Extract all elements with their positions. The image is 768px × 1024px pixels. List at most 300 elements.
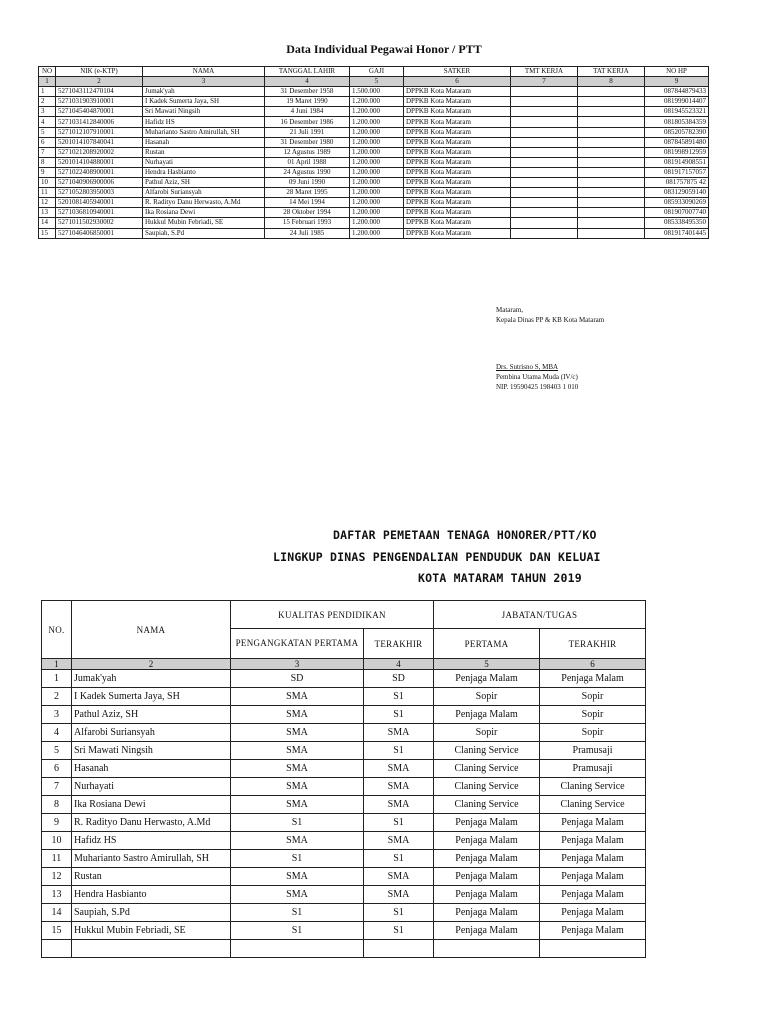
empty-cell (364, 940, 434, 958)
cell-jabatan-terakhir: Sopir (540, 688, 646, 706)
cell-gaji: 1.200.000 (350, 188, 404, 198)
cell-tanggal-lahir: 31 Desember 1980 (265, 137, 350, 147)
cell-pendidikan-terakhir: SMA (364, 796, 434, 814)
cell-nama: Hafidz HS (72, 832, 231, 850)
header-no-hp: NO HP (645, 67, 709, 77)
cell-gaji: 1.200.000 (350, 157, 404, 167)
cell-tat-kerja (578, 147, 645, 157)
cell-no: 10 (42, 832, 72, 850)
cell-nik: 5271040906900006 (56, 178, 143, 188)
header-tanggal-lahir: TANGGAL LAHIR (265, 67, 350, 77)
cell-tmt-kerja (511, 188, 578, 198)
table-row (39, 218, 709, 228)
cell-tat-kerja (578, 218, 645, 228)
table-row (42, 814, 646, 832)
cell-tmt-kerja (511, 147, 578, 157)
cell-nama: Pathul Aziz, SH (72, 706, 231, 724)
cell-nik: 5271052803950003 (56, 188, 143, 198)
cell-no: 14 (39, 218, 56, 228)
table-row (42, 850, 646, 868)
cell-jabatan-pertama: Penjaga Malam (434, 832, 540, 850)
cell-pendidikan-terakhir: S1 (364, 814, 434, 832)
header-pengangkatan-pertama: PENGANGKATAN PERTAMA (231, 629, 364, 659)
empty-cell (540, 940, 646, 958)
cell-nama: Hendra Hasbianto (143, 167, 265, 177)
cell-jabatan-terakhir: Penjaga Malam (540, 814, 646, 832)
cell-tmt-kerja (511, 228, 578, 238)
column-number: 5 (434, 659, 540, 670)
cell-jabatan-pertama: Penjaga Malam (434, 868, 540, 886)
cell-no: 11 (39, 188, 56, 198)
cell-jabatan-terakhir: Claning Service (540, 796, 646, 814)
cell-no-hp: 081907007740 (645, 208, 709, 218)
cell-nama: Muharianto Sastro Amirullah, SH (72, 850, 231, 868)
cell-nama: Alfarobi Suriansyah (72, 724, 231, 742)
table-row (39, 97, 709, 107)
cell-nik: 5271046406850001 (56, 228, 143, 238)
column-number-row (42, 659, 646, 670)
cell-no-hp: 081805384359 (645, 117, 709, 127)
cell-tanggal-lahir: 4 Juni 1984 (265, 107, 350, 117)
table-row (39, 228, 709, 238)
mapping-title-line3: KOTA MATARAM TAHUN 2019 (418, 571, 582, 585)
table-row (42, 796, 646, 814)
cell-tmt-kerja (511, 157, 578, 167)
cell-pendidikan-terakhir: S1 (364, 904, 434, 922)
employee-data-table (38, 66, 709, 239)
cell-jabatan-terakhir: Penjaga Malam (540, 886, 646, 904)
cell-tat-kerja (578, 87, 645, 97)
header-kualitas-pendidikan: KUALITAS PENDIDIKAN (231, 601, 434, 629)
cell-nik: 5271036810940001 (56, 208, 143, 218)
cell-gaji: 1.200.000 (350, 167, 404, 177)
cell-nama: Jumak'yah (143, 87, 265, 97)
header-nama: NAMA (72, 601, 231, 659)
empty-cell (434, 940, 540, 958)
table-row (42, 832, 646, 850)
cell-satker: DPPKB Kota Mataram (404, 147, 511, 157)
cell-pendidikan-terakhir: SMA (364, 724, 434, 742)
table-row (39, 157, 709, 167)
cell-no: 14 (42, 904, 72, 922)
cell-no: 8 (39, 157, 56, 167)
cell-jabatan-terakhir: Penjaga Malam (540, 670, 646, 688)
cell-pendidikan-terakhir: SMA (364, 832, 434, 850)
cell-nama: Saupiah, S.Pd (143, 228, 265, 238)
cell-pendidikan-pertama: S1 (231, 814, 364, 832)
cell-jabatan-pertama: Claning Service (434, 742, 540, 760)
table-row (39, 208, 709, 218)
table-row (39, 167, 709, 177)
cell-nama: R. Radityo Danu Herwasto, A.Md (72, 814, 231, 832)
cell-satker: DPPKB Kota Mataram (404, 198, 511, 208)
cell-no: 3 (39, 107, 56, 117)
column-number: 9 (645, 77, 709, 87)
column-number: 1 (42, 659, 72, 670)
mapping-title-line2: LINGKUP DINAS PENGENDALIAN PENDUDUK DAN KELUAI (273, 550, 601, 564)
cell-no-hp: 081757875 42 (645, 178, 709, 188)
cell-no: 15 (39, 228, 56, 238)
cell-tanggal-lahir: 14 Mei 1994 (265, 198, 350, 208)
cell-pendidikan-terakhir: SMA (364, 778, 434, 796)
cell-no: 8 (42, 796, 72, 814)
cell-nik: 5201081405940001 (56, 198, 143, 208)
cell-nama: I Kadek Sumerta Jaya, SH (143, 97, 265, 107)
header-no: NO. (42, 601, 72, 659)
table-row (42, 688, 646, 706)
cell-tat-kerja (578, 137, 645, 147)
cell-tmt-kerja (511, 107, 578, 117)
column-number: 1 (39, 77, 56, 87)
column-number: 4 (265, 77, 350, 87)
column-number: 6 (540, 659, 646, 670)
empty-row (42, 940, 646, 958)
cell-gaji: 1.200.000 (350, 147, 404, 157)
cell-no: 7 (42, 778, 72, 796)
cell-pendidikan-pertama: SMA (231, 886, 364, 904)
cell-gaji: 1.200.000 (350, 97, 404, 107)
cell-tat-kerja (578, 178, 645, 188)
column-number: 3 (143, 77, 265, 87)
header-satker: SATKER (404, 67, 511, 77)
cell-nik: 5271011502930002 (56, 218, 143, 228)
mapping-header-row-1 (42, 601, 646, 629)
cell-pendidikan-pertama: SMA (231, 832, 364, 850)
column-number: 5 (350, 77, 404, 87)
cell-jabatan-pertama: Penjaga Malam (434, 850, 540, 868)
cell-nama: Muharianto Sastro Amirullah, SH (143, 127, 265, 137)
cell-no-hp: 085205782390 (645, 127, 709, 137)
column-number: 6 (404, 77, 511, 87)
cell-pendidikan-pertama: SMA (231, 742, 364, 760)
cell-no: 2 (39, 97, 56, 107)
cell-pendidikan-terakhir: S1 (364, 742, 434, 760)
cell-pendidikan-pertama: SMA (231, 724, 364, 742)
cell-pendidikan-pertama: SMA (231, 868, 364, 886)
cell-jabatan-terakhir: Pramusaji (540, 742, 646, 760)
cell-pendidikan-pertama: S1 (231, 922, 364, 940)
cell-nama: Sri Mawati Ningsih (72, 742, 231, 760)
cell-tanggal-lahir: 01 April 1988 (265, 157, 350, 167)
cell-no-hp: 081945523321 (645, 107, 709, 117)
cell-jabatan-pertama: Claning Service (434, 796, 540, 814)
header-nama: NAMA (143, 67, 265, 77)
cell-nama: Jumak'yah (72, 670, 231, 688)
cell-pendidikan-pertama: SMA (231, 706, 364, 724)
cell-nama: Hendra Hasbianto (72, 886, 231, 904)
cell-no-hp: 081917401445 (645, 228, 709, 238)
cell-tmt-kerja (511, 137, 578, 147)
table-row (39, 137, 709, 147)
cell-nama: Hukkul Mubin Febriadi, SE (72, 922, 231, 940)
column-number: 2 (56, 77, 143, 87)
cell-no: 6 (42, 760, 72, 778)
header-jabatan-terakhir: TERAKHIR (540, 629, 646, 659)
cell-nik: 5201014104880001 (56, 157, 143, 167)
cell-no-hp: 081917157057 (645, 167, 709, 177)
cell-nik: 5271043112470104 (56, 87, 143, 97)
cell-nama: Hasanah (72, 760, 231, 778)
cell-pendidikan-terakhir: S1 (364, 850, 434, 868)
cell-nama: Rustan (72, 868, 231, 886)
cell-tanggal-lahir: 28 Maret 1995 (265, 188, 350, 198)
cell-nik: 5271021208920002 (56, 147, 143, 157)
cell-no-hp: 085338495350 (645, 218, 709, 228)
cell-jabatan-terakhir: Pramusaji (540, 760, 646, 778)
cell-tmt-kerja (511, 127, 578, 137)
cell-gaji: 1.200.000 (350, 127, 404, 137)
cell-no: 5 (39, 127, 56, 137)
cell-pendidikan-terakhir: SMA (364, 868, 434, 886)
signature-name: Drs. Sutrisno S, MBA (496, 363, 559, 371)
cell-nama: Alfarobi Suriansyah (143, 188, 265, 198)
cell-pendidikan-pertama: SMA (231, 760, 364, 778)
column-number: 2 (72, 659, 231, 670)
table-row (42, 868, 646, 886)
signature-place: Mataram, (496, 306, 524, 314)
cell-nama: Rustan (143, 147, 265, 157)
cell-no: 2 (42, 688, 72, 706)
cell-jabatan-pertama: Penjaga Malam (434, 706, 540, 724)
cell-nama: Hukkul Mubin Febriadi, SE (143, 218, 265, 228)
cell-jabatan-pertama: Claning Service (434, 778, 540, 796)
cell-gaji: 1.200.000 (350, 218, 404, 228)
cell-pendidikan-terakhir: S1 (364, 688, 434, 706)
mapping-table (41, 600, 646, 958)
header-jabatan-pertama: PERTAMA (434, 629, 540, 659)
signature-position: Kepala Dinas PP & KB Kota Mataram (496, 316, 605, 324)
column-number: 8 (578, 77, 645, 87)
cell-no-hp: 087844879433 (645, 87, 709, 97)
column-number: 7 (511, 77, 578, 87)
cell-jabatan-pertama: Penjaga Malam (434, 886, 540, 904)
cell-pendidikan-pertama: S1 (231, 850, 364, 868)
cell-no: 1 (39, 87, 56, 97)
cell-no: 9 (39, 167, 56, 177)
cell-no: 4 (42, 724, 72, 742)
cell-tat-kerja (578, 167, 645, 177)
cell-satker: DPPKB Kota Mataram (404, 157, 511, 167)
cell-no: 9 (42, 814, 72, 832)
cell-gaji: 1.200.000 (350, 228, 404, 238)
header-jabatan-tugas: JABATAN/TUGAS (434, 601, 646, 629)
cell-no: 5 (42, 742, 72, 760)
column-number-row (39, 77, 709, 87)
cell-no-hp: 081914908551 (645, 157, 709, 167)
cell-tat-kerja (578, 107, 645, 117)
cell-tat-kerja (578, 157, 645, 167)
cell-pendidikan-terakhir: SD (364, 670, 434, 688)
cell-tanggal-lahir: 24 Agustus 1990 (265, 167, 350, 177)
cell-tat-kerja (578, 208, 645, 218)
cell-nama: Pathul Aziz, SH (143, 178, 265, 188)
cell-jabatan-pertama: Sopir (434, 688, 540, 706)
cell-pendidikan-terakhir: SMA (364, 760, 434, 778)
cell-tat-kerja (578, 117, 645, 127)
cell-jabatan-terakhir: Claning Service (540, 778, 646, 796)
cell-pendidikan-terakhir: S1 (364, 706, 434, 724)
table-row (39, 107, 709, 117)
table-row (39, 127, 709, 137)
cell-tanggal-lahir: 19 Maret 1990 (265, 97, 350, 107)
cell-satker: DPPKB Kota Mataram (404, 127, 511, 137)
cell-tat-kerja (578, 228, 645, 238)
table-row (42, 904, 646, 922)
cell-nama: Ika Rosiana Dewi (143, 208, 265, 218)
cell-jabatan-pertama: Penjaga Malam (434, 814, 540, 832)
cell-no-hp: 081999014407 (645, 97, 709, 107)
header-gaji: GAJI (350, 67, 404, 77)
header-tat-kerja: TAT KERJA (578, 67, 645, 77)
cell-no: 3 (42, 706, 72, 724)
cell-tmt-kerja (511, 167, 578, 177)
cell-nama: Nurhayati (143, 157, 265, 167)
cell-tat-kerja (578, 127, 645, 137)
cell-gaji: 1.500.000 (350, 87, 404, 97)
cell-nama: Nurhayati (72, 778, 231, 796)
cell-satker: DPPKB Kota Mataram (404, 208, 511, 218)
cell-no: 15 (42, 922, 72, 940)
cell-tmt-kerja (511, 117, 578, 127)
cell-jabatan-pertama: Penjaga Malam (434, 670, 540, 688)
cell-jabatan-terakhir: Sopir (540, 706, 646, 724)
cell-gaji: 1.200.000 (350, 107, 404, 117)
cell-pendidikan-terakhir: SMA (364, 886, 434, 904)
table-row (39, 188, 709, 198)
cell-tanggal-lahir: 21 Juli 1991 (265, 127, 350, 137)
cell-nama: Hafidz HS (143, 117, 265, 127)
cell-satker: DPPKB Kota Mataram (404, 87, 511, 97)
cell-nik: 5271031412840006 (56, 117, 143, 127)
header-nik: NIK (e-KTP) (56, 67, 143, 77)
cell-jabatan-terakhir: Sopir (540, 724, 646, 742)
cell-no-hp: 087845891480 (645, 137, 709, 147)
cell-nama: I Kadek Sumerta Jaya, SH (72, 688, 231, 706)
header-no: NO (39, 67, 56, 77)
cell-pendidikan-terakhir: S1 (364, 922, 434, 940)
cell-pendidikan-pertama: SMA (231, 688, 364, 706)
cell-tat-kerja (578, 97, 645, 107)
cell-tanggal-lahir: 31 Desember 1958 (265, 87, 350, 97)
cell-nama: Ika Rosiana Dewi (72, 796, 231, 814)
signature-rank: Pembina Utama Muda (IV/c) (496, 373, 578, 381)
cell-tmt-kerja (511, 178, 578, 188)
cell-jabatan-terakhir: Penjaga Malam (540, 850, 646, 868)
table-row (42, 886, 646, 904)
empty-cell (42, 940, 72, 958)
table-row (39, 87, 709, 97)
header-pendidikan-terakhir: TERAKHIR (364, 629, 434, 659)
mapping-title-line1: DAFTAR PEMETAAN TENAGA HONORER/PTT/KO (333, 528, 597, 542)
cell-tanggal-lahir: 15 Februari 1993 (265, 218, 350, 228)
cell-no: 4 (39, 117, 56, 127)
cell-jabatan-pertama: Penjaga Malam (434, 904, 540, 922)
cell-nik: 5271012107910001 (56, 127, 143, 137)
cell-tanggal-lahir: 24 Juli 1985 (265, 228, 350, 238)
table-header-row (39, 67, 709, 77)
cell-tat-kerja (578, 198, 645, 208)
cell-tanggal-lahir: 28 Oktober 1994 (265, 208, 350, 218)
cell-nik: 5201014107840041 (56, 137, 143, 147)
cell-nama: Saupiah, S.Pd (72, 904, 231, 922)
cell-tmt-kerja (511, 97, 578, 107)
cell-nama: R. Radityo Danu Herwasto, A.Md (143, 198, 265, 208)
cell-pendidikan-pertama: SMA (231, 796, 364, 814)
cell-jabatan-pertama: Sopir (434, 724, 540, 742)
cell-jabatan-pertama: Claning Service (434, 760, 540, 778)
document-title: Data Individual Pegawai Honor / PTT (286, 42, 482, 56)
table-row (39, 117, 709, 127)
cell-nama: Hasanah (143, 137, 265, 147)
cell-tmt-kerja (511, 198, 578, 208)
cell-tanggal-lahir: 09 Juni 1990 (265, 178, 350, 188)
cell-jabatan-terakhir: Penjaga Malam (540, 922, 646, 940)
table-row (42, 742, 646, 760)
cell-gaji: 1.200.000 (350, 208, 404, 218)
cell-tanggal-lahir: 12 Agustus 1989 (265, 147, 350, 157)
cell-gaji: 1.200.000 (350, 178, 404, 188)
cell-no: 12 (39, 198, 56, 208)
cell-tat-kerja (578, 188, 645, 198)
cell-satker: DPPKB Kota Mataram (404, 117, 511, 127)
empty-cell (72, 940, 231, 958)
cell-jabatan-terakhir: Penjaga Malam (540, 904, 646, 922)
table-row (42, 760, 646, 778)
cell-no: 1 (42, 670, 72, 688)
cell-nik: 5271045404870001 (56, 107, 143, 117)
empty-cell (231, 940, 364, 958)
cell-pendidikan-pertama: SMA (231, 778, 364, 796)
cell-nama: Sri Mawati Ningsih (143, 107, 265, 117)
cell-satker: DPPKB Kota Mataram (404, 218, 511, 228)
cell-pendidikan-pertama: S1 (231, 904, 364, 922)
cell-nik: 5271031903910001 (56, 97, 143, 107)
cell-satker: DPPKB Kota Mataram (404, 167, 511, 177)
cell-satker: DPPKB Kota Mataram (404, 228, 511, 238)
cell-satker: DPPKB Kota Mataram (404, 97, 511, 107)
table-row (39, 178, 709, 188)
cell-jabatan-terakhir: Penjaga Malam (540, 832, 646, 850)
cell-gaji: 1.200.000 (350, 117, 404, 127)
cell-nik: 5271022408900001 (56, 167, 143, 177)
cell-no: 10 (39, 178, 56, 188)
cell-tmt-kerja (511, 218, 578, 228)
signature-nip: NIP. 19590425 198403 1 010 (496, 383, 579, 391)
column-number: 4 (364, 659, 434, 670)
cell-satker: DPPKB Kota Mataram (404, 107, 511, 117)
cell-no: 6 (39, 137, 56, 147)
cell-no: 12 (42, 868, 72, 886)
cell-jabatan-pertama: Penjaga Malam (434, 922, 540, 940)
cell-no: 13 (39, 208, 56, 218)
cell-tmt-kerja (511, 87, 578, 97)
header-tmt-kerja: TMT KERJA (511, 67, 578, 77)
cell-tmt-kerja (511, 208, 578, 218)
cell-satker: DPPKB Kota Mataram (404, 178, 511, 188)
column-number: 3 (231, 659, 364, 670)
cell-satker: DPPKB Kota Mataram (404, 137, 511, 147)
table-row (39, 147, 709, 157)
table-row (42, 670, 646, 688)
table-row (42, 778, 646, 796)
table-row (42, 724, 646, 742)
cell-no: 13 (42, 886, 72, 904)
cell-no: 7 (39, 147, 56, 157)
cell-no-hp: 081998912959 (645, 147, 709, 157)
cell-jabatan-terakhir: Penjaga Malam (540, 868, 646, 886)
cell-no-hp: 085933090269 (645, 198, 709, 208)
table-row (42, 922, 646, 940)
